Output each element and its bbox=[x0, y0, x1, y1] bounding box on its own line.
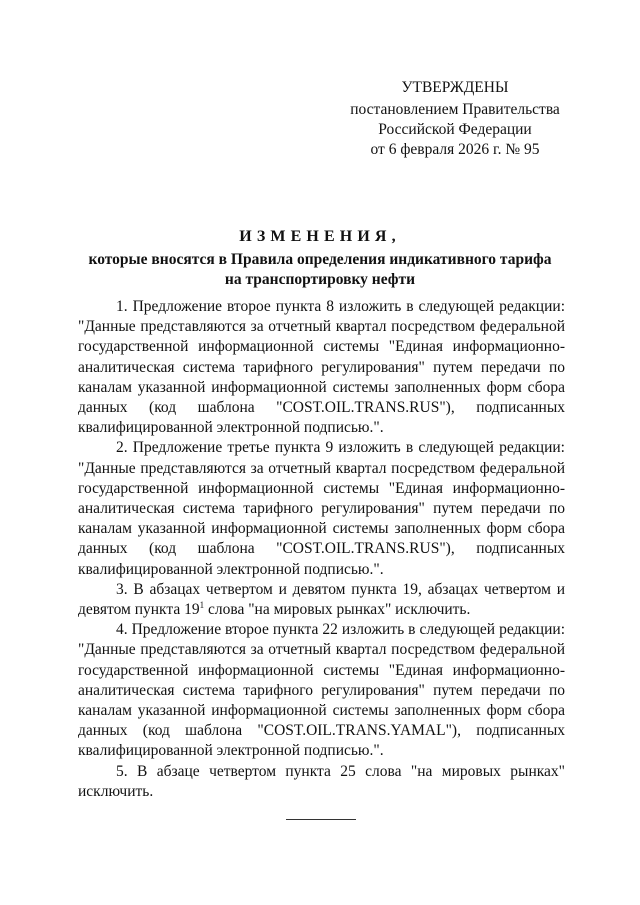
subtitle-line1: которые вносятся в Правила определения индикативного тарифа bbox=[88, 251, 552, 268]
approval-block bbox=[340, 78, 570, 160]
amendment-item-3-text: 3. В абзацах четвертом и девятом пункта 19, абзацах четвертом и девятом пункта 19 bbox=[78, 580, 565, 619]
amendment-item-3 bbox=[78, 580, 565, 620]
amendment-item-4: 4. Предложение второе пункта 22 изложить в следующей редакции: "Данные представляются за отчетный квартал посредством федеральной государственной информационной системы "Единая информационно-аналитическая система тарифного регулирования" путем передачи по каналам указанной информационной системы заполненных форм сбора данных (код шаблона "COST.OIL.TRANS.YAMAL"), подписанных квалифицированной электронной подписью.". bbox=[78, 621, 565, 760]
subtitle-line2: на транспортировку нефти bbox=[224, 271, 416, 288]
end-divider bbox=[286, 819, 356, 820]
amendment-item-3-tail: слова "на мировых рынках" исключить. bbox=[204, 601, 471, 619]
approved-by-line2: Российской Федерации bbox=[378, 121, 532, 138]
amendment-item-2: 2. Предложение третье пункта 9 изложить в следующей редакции: "Данные представляются за отчетный квартал посредством федеральной государственной информационной системы "Единая информационно-аналитическая система тарифного регулирования" путем передачи по каналам указанной информационной системы заполненных форм сбора данных (код шаблона "COST.OIL.TRANS.RUS"), подписанных квалифицированной электронной подписью.". bbox=[78, 439, 565, 578]
document-title: ИЗМЕНЕНИЯ, bbox=[239, 228, 401, 245]
approved-by-line1: постановлением Правительства bbox=[350, 101, 560, 118]
document-body bbox=[78, 297, 565, 802]
approved-label: УТВЕРЖДЕНЫ bbox=[401, 79, 509, 96]
amendment-item-5: 5. В абзаце четвертом пункта 25 слова "на мировых рынках" исключить. bbox=[78, 762, 565, 800]
amendment-item-3-superscript: 1 bbox=[199, 599, 205, 610]
document-subtitle bbox=[60, 250, 580, 290]
approved-date: от 6 февраля 2026 г. № 95 bbox=[370, 141, 540, 158]
amendment-item-1: 1. Предложение второе пункта 8 изложить в следующей редакции: "Данные представляются за отчетный квартал посредством федеральной государственной информационной системы "Единая информационно-аналитическая система тарифного регулирования" путем передачи по каналам указанной информационной системы заполненных форм сбора данных (код шаблона "COST.OIL.TRANS.RUS"), подписанных квалифицированной электронной подписью.". bbox=[78, 298, 565, 437]
